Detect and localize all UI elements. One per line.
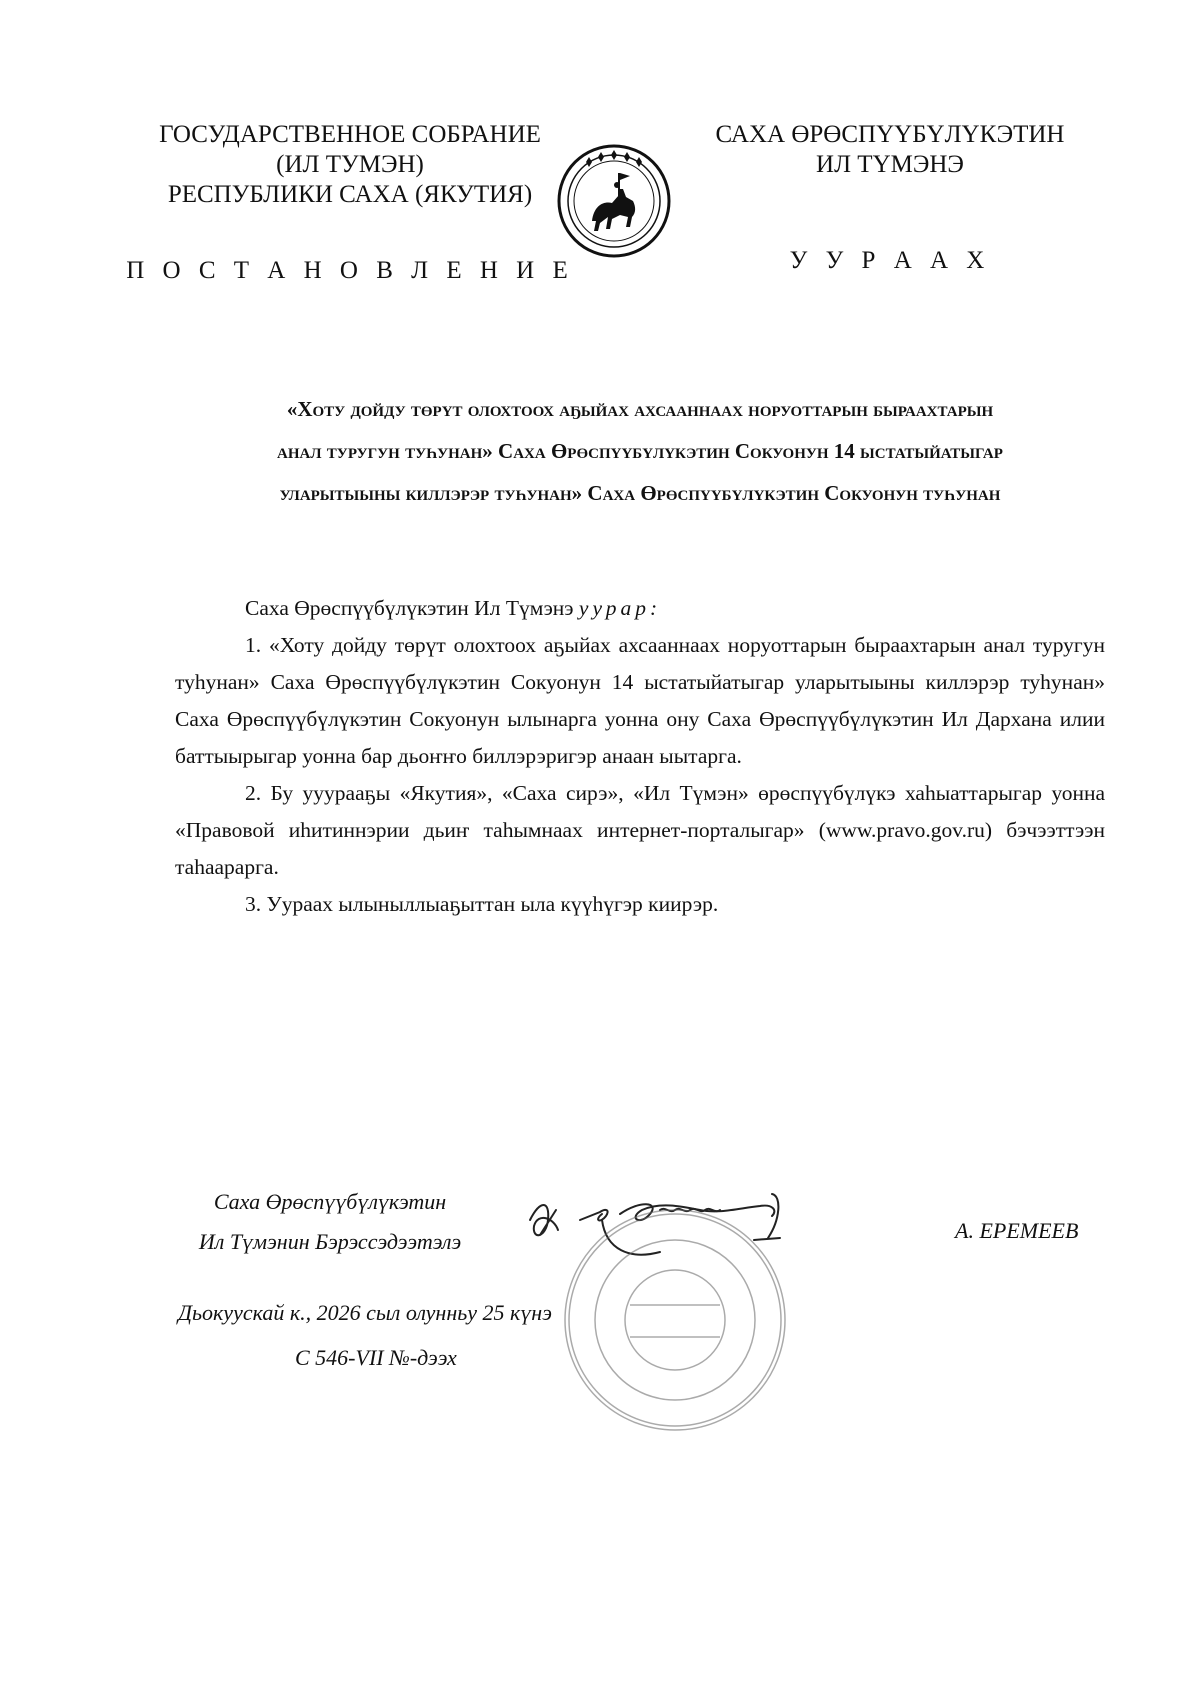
paragraph-1: 1. «Хоту дойду төрүт олохтоох аҕыйах ахсааннаах норуоттарын быраахтарын анал туругун туһунан» Саха Өрөспүүбүлүкэтин Сокуонун 14 ыстатыйатыгар уларытыыны киллэрэр туһунан» Саха Өрөспүүбүлүкэтин Сокуонун ылынарга уонна ону Саха Өрөспүүбүлүкэтин Ил Дархана илии баттыырыгар уонна бар дьоҥҥо биллэрэригэр анаан ыытарга. bbox=[175, 633, 1105, 768]
date-place-line: Дьокуускай к., 2026 сыл олунньу 25 күнэ bbox=[178, 1300, 552, 1325]
header-right-sakha bbox=[690, 120, 1090, 180]
header-left-line-3: РЕСПУБЛИКИ САХА (ЯКУТИЯ) bbox=[167, 181, 533, 208]
official-seal-icon bbox=[560, 1205, 790, 1435]
intro-paragraph bbox=[175, 590, 1105, 627]
paragraph-2: 2. Бу ууурааҕы «Якутия», «Саха сирэ», «Ил Түмэн» өрөспүүбүлүкэ хаһыаттарыгар уонна «Правовой иһитиннэрии дьиҥ таһымнаах интернет-порталыгар» (www.pravo.gov.ru) бэчээттээн таһаарарга. bbox=[175, 781, 1105, 879]
doc-type-sakha: У У Р А А Х bbox=[789, 247, 991, 274]
header-left-line-1: ГОСУДАРСТВЕННОЕ СОБРАНИЕ bbox=[159, 121, 541, 148]
signatory-position-line-1: Саха Өрөспүүбүлүкэтин bbox=[213, 1189, 447, 1214]
intro-text: Саха Өрөспүүбүлүкэтин Ил Түмэнэ bbox=[245, 596, 574, 620]
intro-verb: уурар: bbox=[578, 596, 662, 620]
header-right-line-2: ИЛ ТҮМЭНЭ bbox=[816, 151, 964, 178]
title-line-3: уларытыыны киллэрэр туһунан» Саха Өрөспүүбүлүкэтин Сокуонун туһунан bbox=[279, 481, 1001, 505]
title-line-2: анал туругун туһунан» Саха Өрөспүүбүлүкэтин Сокуонун 14 ыстатыйатыгар bbox=[277, 439, 1003, 463]
header-right-line-1: САХА ӨРӨСПҮҮБҮЛҮКЭТИН bbox=[715, 121, 1065, 148]
header-left-ru bbox=[120, 120, 580, 210]
document-number: С 546-VII №-дээх bbox=[295, 1345, 457, 1370]
title-line-1: «Хоту дойду төрүт олохтоох аҕыйах ахсааннаах норуоттарын быраахтарын bbox=[286, 397, 994, 421]
emblem-icon bbox=[556, 143, 672, 259]
signatory-name: А. ЕРЕМЕЕВ bbox=[955, 1218, 1079, 1243]
paragraph-3: 3. Уураах ылыныллыаҕыттан ыла күүһүгэр киирэр. bbox=[245, 892, 719, 916]
signatory-position bbox=[180, 1182, 480, 1262]
doc-type-ru: П О С Т А Н О В Л Е Н И Е bbox=[126, 257, 574, 284]
signatory-position-line-2: Ил Түмэнин Бэрэссэдээтэлэ bbox=[198, 1229, 462, 1254]
document-body bbox=[175, 590, 1105, 923]
document-title bbox=[170, 388, 1110, 514]
header-left-line-2: (ИЛ ТУМЭН) bbox=[276, 151, 424, 178]
